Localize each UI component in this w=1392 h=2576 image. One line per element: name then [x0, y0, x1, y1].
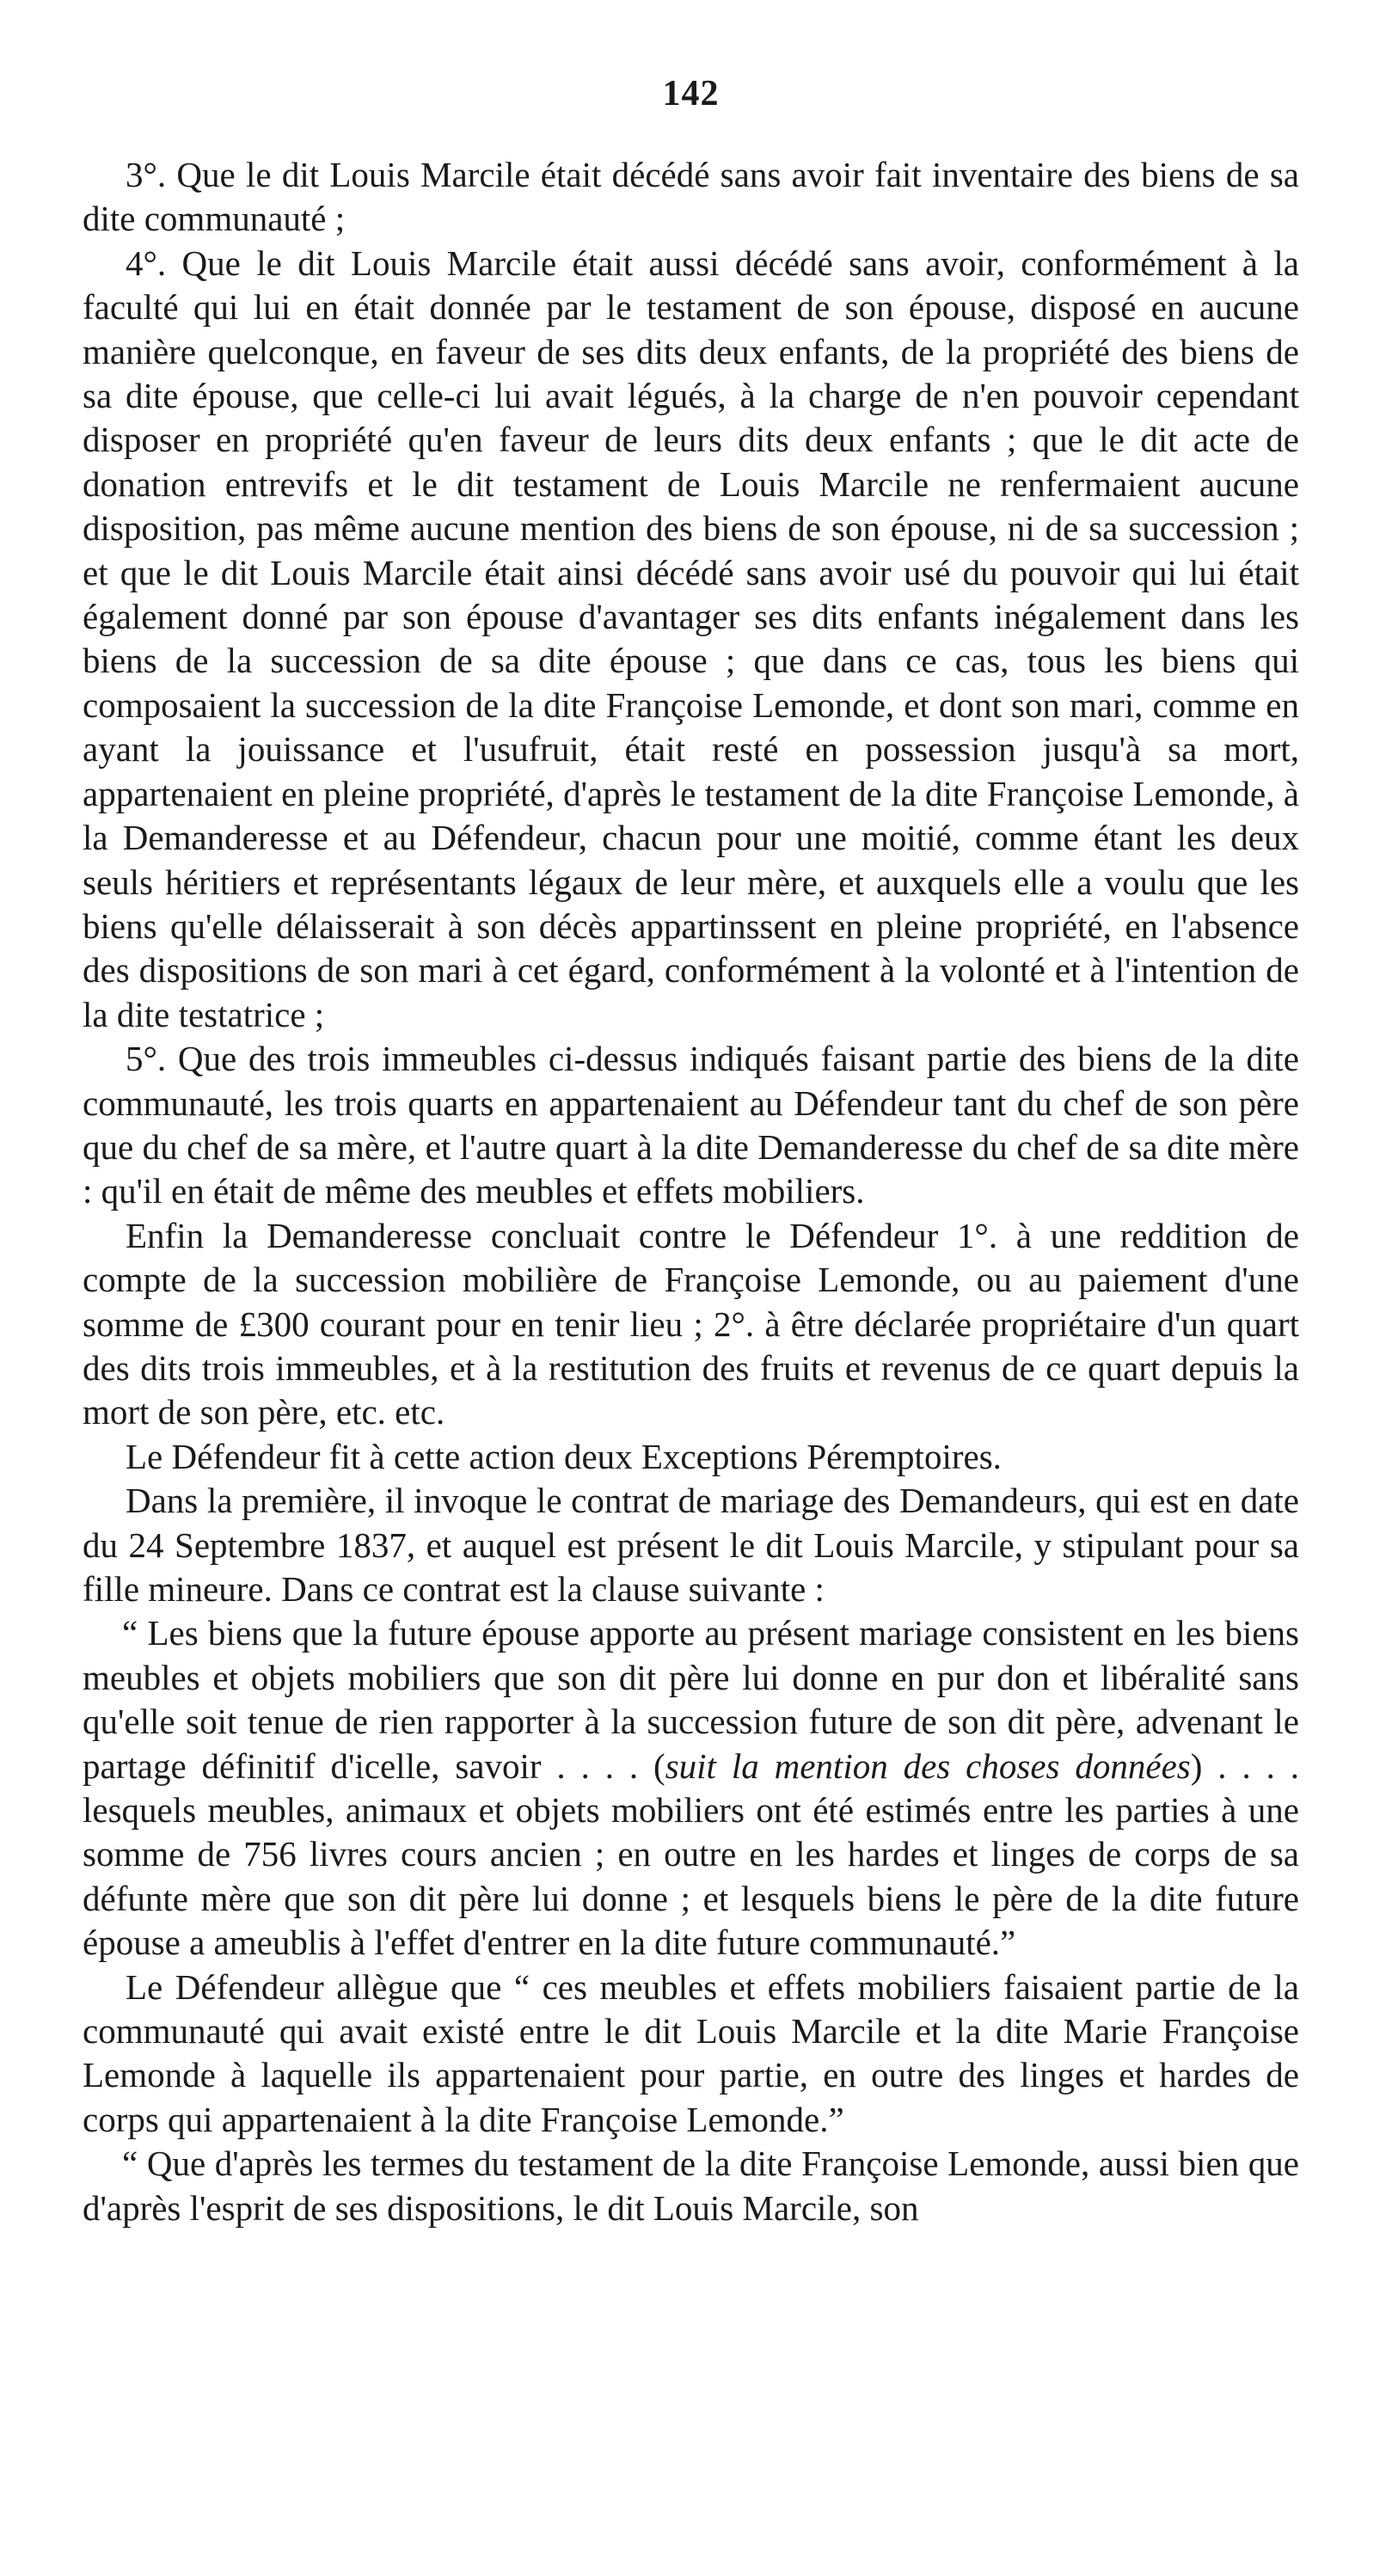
quote-text-after: ) . . . . lesquels meubles, animaux et objets mobiliers ont été estimés entre les parties à une somme de 756 livres cours ancien ; en outre en les hardes et linges de corps de sa défunte mère que son dit père lui donne ; et lesquels biens le père de la dite future épouse a ameublis à l'effet d'entrer en la dite future communauté.”: [83, 1745, 1299, 1963]
paragraph-defendant-alleges: Le Défendeur allègue que “ ces meubles et effets mobiliers faisaient partie de la communauté qui avait existé entre le dit Louis Marcile et la dite Marie Françoise Lemonde à laquelle ils appartenaient pour partie, en outre des linges et hardes de corps qui appartenaient à la dite Françoise Lemonde.”: [83, 1966, 1299, 2139]
paragraph-3: 3°. Que le dit Louis Marcile était décédé sans avoir fait inventaire des biens de sa dite communauté ;: [83, 155, 1299, 239]
contract-clause-quote: [83, 1611, 1299, 1965]
paragraph-first-exception: Dans la première, il invoque le contrat de mariage des Demandeurs, qui est en date du 24 Septembre 1837, et auquel est présent le dit Louis Marcile, y stipulant pour sa fille mineure. Dans ce contrat est la clause suivante :: [83, 1481, 1299, 1609]
quote-italic-note: suit la mention des choses données: [665, 1745, 1191, 1786]
body-text: [83, 153, 1299, 2230]
paragraph-5: 5°. Que des trois immeubles ci-dessus indiqués faisant partie des biens de la dite communauté, les trois quarts en appartenaient au Défendeur tant du chef de son père que du chef de sa mère, et l'autre quart à la dite Demanderesse du chef de sa dite mère : qu'il en était de même des meubles et effets mobiliers.: [83, 1039, 1299, 1211]
paragraph-4: 4°. Que le dit Louis Marcile était aussi décédé sans avoir, conformément à la faculté qui lui en était donnée par le testament de son épouse, disposé en aucune manière quelconque, en faveur de ses dits deux enfants, de la propriété des biens de sa dite épouse, que celle-ci lui avait légués, à la charge de n'en pouvoir cependant disposer en propriété qu'en faveur de leurs dits deux enfants ; que le dit acte de donation entrevifs et le dit testament de Louis Marcile ne renfermaient aucune disposition, pas même aucune mention des biens de son épouse, ni de sa succession ; et que le dit Louis Marcile était ainsi décédé sans avoir usé du pouvoir qui lui était également donné par son épouse d'avantager ses dits enfants inégalement dans les biens de la succession de sa dite épouse ; que dans ce cas, tous les biens qui composaient la succession de la dite Françoise Lemonde, et dont son mari, comme en ayant la jouissance et l'usufruit, était resté en possession jusqu'à sa mort, appartenaient en pleine propriété, d'après le testament de la dite Françoise Lemonde, à la Demanderesse et au Défendeur, chacun pour une moitié, comme étant les deux seuls héritiers et représentants légaux de leur mère, et auxquels elle a voulu que les biens qu'elle délaisserait à son décès appartinssent en pleine propriété, en l'absence des dispositions de son mari à cet égard, conformément à la volonté et à l'intention de la dite testatrice ;: [83, 242, 1299, 1034]
paragraph-conclusions: Enfin la Demanderesse concluait contre le Défendeur 1°. à une reddition de compte de la succession mobilière de Françoise Lemonde, ou au paiement d'une somme de £300 courant pour en tenir lieu ; 2°. à être déclarée propriétaire d'un quart des dits trois immeubles, et à la restitution des fruits et revenus de ce quart depuis la mort de son père, etc. etc.: [83, 1215, 1299, 1432]
page-number: 142: [662, 74, 720, 113]
paragraph-exceptions: Le Défendeur fit à cette action deux Exceptions Péremptoires.: [126, 1436, 1002, 1476]
quote-text-before: “ Les biens que la future épouse apporte au présent mariage consistent en les biens meubles et objets mobiliers que son dit père lui donne en pur don et libéralité sans qu'elle soit tenue de rien rapporter à la succession future de son dit père, advenant le partage définitif d'icelle, savoir . . . . (: [83, 1613, 1299, 1786]
paragraph-testament-quote: “ Que d'après les termes du testament de la dite Françoise Lemonde, aussi bien que d'après l'esprit de ses dispositions, le dit Louis Marcile, son: [83, 2144, 1299, 2228]
